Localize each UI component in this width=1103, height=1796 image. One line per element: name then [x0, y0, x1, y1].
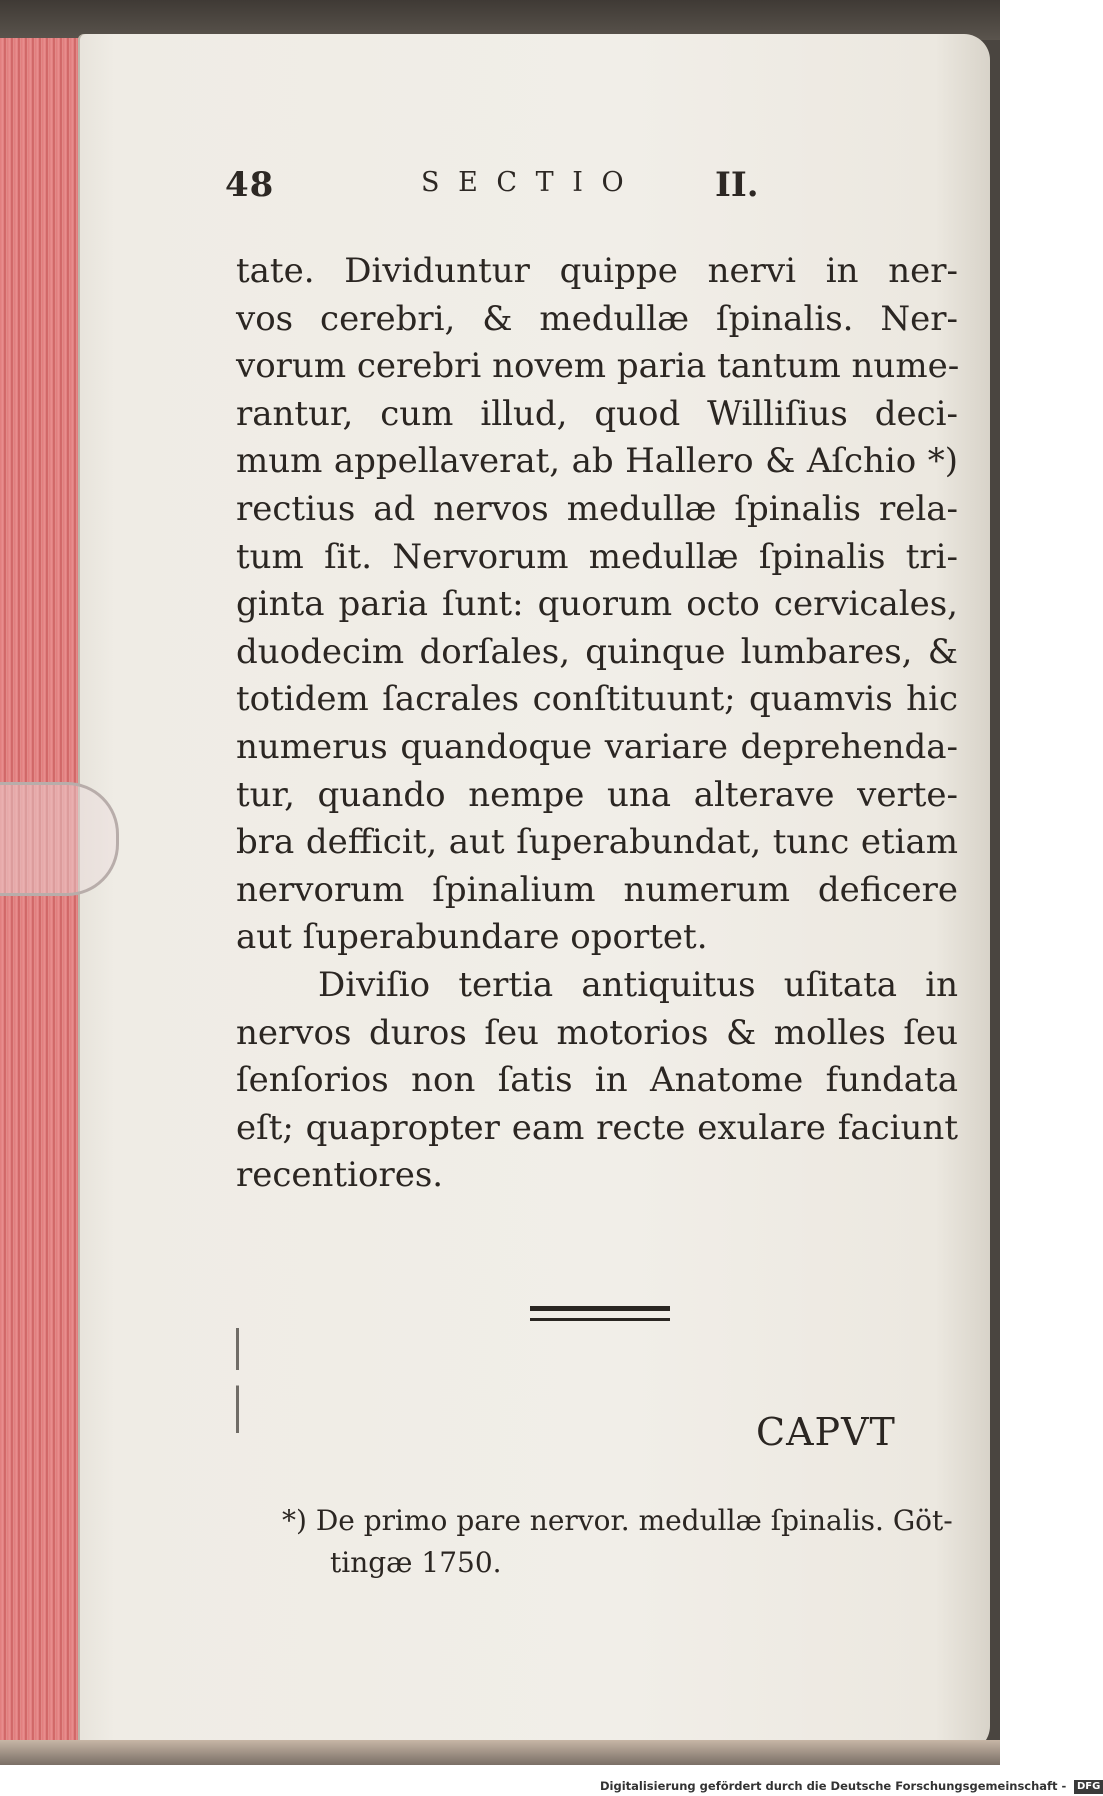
text-line: aut ſuperabundare oportet.: [236, 917, 708, 958]
section-number: II.: [715, 165, 759, 205]
text-line: duodecim dorſales, quinque lumbares, &: [236, 631, 958, 672]
footnote-line: *) De primo pare nervor. medullæ ſpinalis. Göt-: [282, 1504, 953, 1537]
text-line: vos cerebri, & medullæ ſpinalis. Ner-: [236, 298, 958, 339]
text-line: tate. Dividuntur quippe nervi in ner-: [236, 251, 958, 291]
text-line: Diviſio tertia antiquitus uſitata in: [318, 964, 958, 1005]
footnote-line: tingæ 1750.: [330, 1546, 502, 1579]
text-line: nervos duros ſeu motorios & molles ſeu: [236, 1012, 958, 1053]
divider-rule: [530, 1318, 670, 1321]
digitization-credit: [600, 1776, 1101, 1796]
credit-text: Digitalisierung gefördert durch die Deutsche Forschungsgemeinschaft -: [600, 1779, 1067, 1793]
text-line: ſenſorios non ſatis in Anatome fundata: [236, 1060, 958, 1101]
text-line: recentiores.: [236, 1155, 444, 1196]
dfg-logo: DFG: [1074, 1780, 1103, 1794]
text-line: eſt; quapropter eam recte exulare faciunt: [236, 1107, 958, 1148]
text-line: bra defficit, aut ſuperabundat, tunc etiam: [236, 822, 958, 863]
footnote: [282, 1500, 962, 1584]
text-line: rantur, cum illud, quod Williſius deci-: [236, 393, 958, 434]
text-line: mum appellaverat, ab Hallero & Aſchio *): [236, 441, 958, 482]
text-line: nervorum ſpinalium numerum deficere: [236, 869, 958, 910]
text-line: ginta paria ſunt: quorum octo cervicales,: [236, 584, 958, 625]
text-line: tur, quando nempe una alterave verte-: [236, 774, 958, 815]
text-line: totidem ſacrales conſtituunt; quamvis hic: [236, 679, 958, 720]
cover-board-bottom: [0, 1740, 1000, 1765]
section-heading: S E C T I O: [421, 167, 629, 198]
body-text: [236, 248, 958, 1200]
finger-holding-page: [0, 782, 119, 896]
margin-mark: [236, 1328, 239, 1433]
text-line: vorum cerebri novem paria tantum nume-: [236, 346, 960, 387]
text-line: tum ſit. Nervorum medullæ ſpinalis tri-: [236, 536, 958, 577]
running-head: [225, 165, 785, 215]
text-line: rectius ad nervos medullæ ſpinalis rela-: [236, 488, 958, 529]
page-edges: [0, 38, 84, 1758]
catchword: CAPVT: [756, 1410, 896, 1454]
page-number: 48: [225, 165, 275, 205]
divider-rule: [530, 1306, 670, 1311]
text-line: numerus quandoque variare deprehenda-: [236, 726, 958, 767]
